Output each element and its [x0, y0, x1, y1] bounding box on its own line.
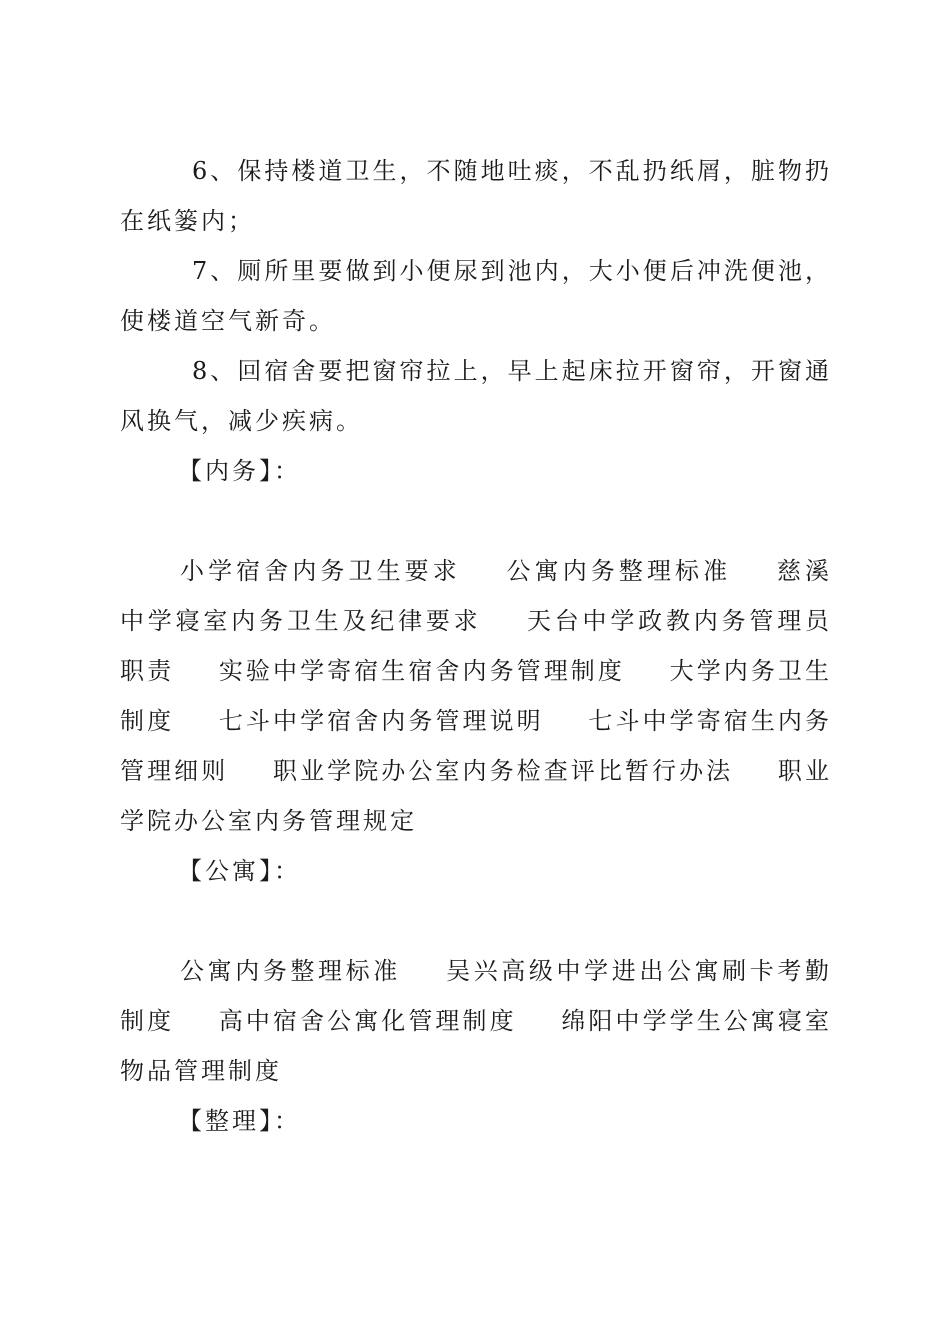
rule-item-6: 6、保持楼道卫生，不随地吐痰，不乱扔纸屑，脏物扔在纸篓内；	[120, 157, 832, 235]
document-body	[120, 146, 832, 1146]
related-link[interactable]: 公寓内务整理标准	[506, 557, 732, 585]
related-link[interactable]: 公寓内务整理标准	[180, 957, 401, 985]
related-link[interactable]: 实验中学寄宿生宿舍内务管理制度	[218, 657, 625, 685]
related-link[interactable]: 高中宿舍公寓化管理制度	[218, 1007, 517, 1035]
related-link[interactable]: 职业学院办公室内务管理规定	[120, 757, 832, 835]
rule-item-8: 8、回宿舍要把窗帘拉上，早上起床拉开窗帘，开窗通风换气，减少疾病。	[120, 357, 832, 435]
section-heading-gongyu: 【公寓】：	[178, 857, 301, 885]
spacer	[120, 896, 832, 946]
related-link[interactable]: 七斗中学宿舍内务管理说明	[218, 707, 544, 735]
related-link[interactable]: 绵阳中学学生公寓寝室物品管理制度	[120, 1007, 833, 1085]
related-link[interactable]: 慈溪中学寝室内务卫生及纪律要求	[120, 557, 833, 635]
section-heading-zhengli: 【整理】：	[178, 1107, 301, 1135]
related-links-neiwu	[120, 546, 832, 846]
spacer	[120, 496, 832, 546]
related-link[interactable]: 吴兴高级中学进出公寓刷卡考勤制度	[120, 957, 833, 1035]
related-links-gongyu	[120, 946, 832, 1096]
related-link[interactable]: 大学内务卫生制度	[120, 657, 832, 735]
related-link[interactable]: 职业学院办公室内务检查评比暂行办法	[273, 757, 734, 785]
related-link[interactable]: 天台中学政教内务管理员职责	[120, 607, 833, 685]
section-heading-neiwu: 【内务】：	[178, 457, 301, 485]
related-link[interactable]: 七斗中学寄宿生内务管理细则	[120, 707, 832, 785]
rule-item-7: 7、厕所里要做到小便尿到池内，大小便后冲洗便池，使楼道空气新奇。	[120, 257, 832, 335]
related-link[interactable]: 小学宿舍内务卫生要求	[180, 557, 461, 585]
